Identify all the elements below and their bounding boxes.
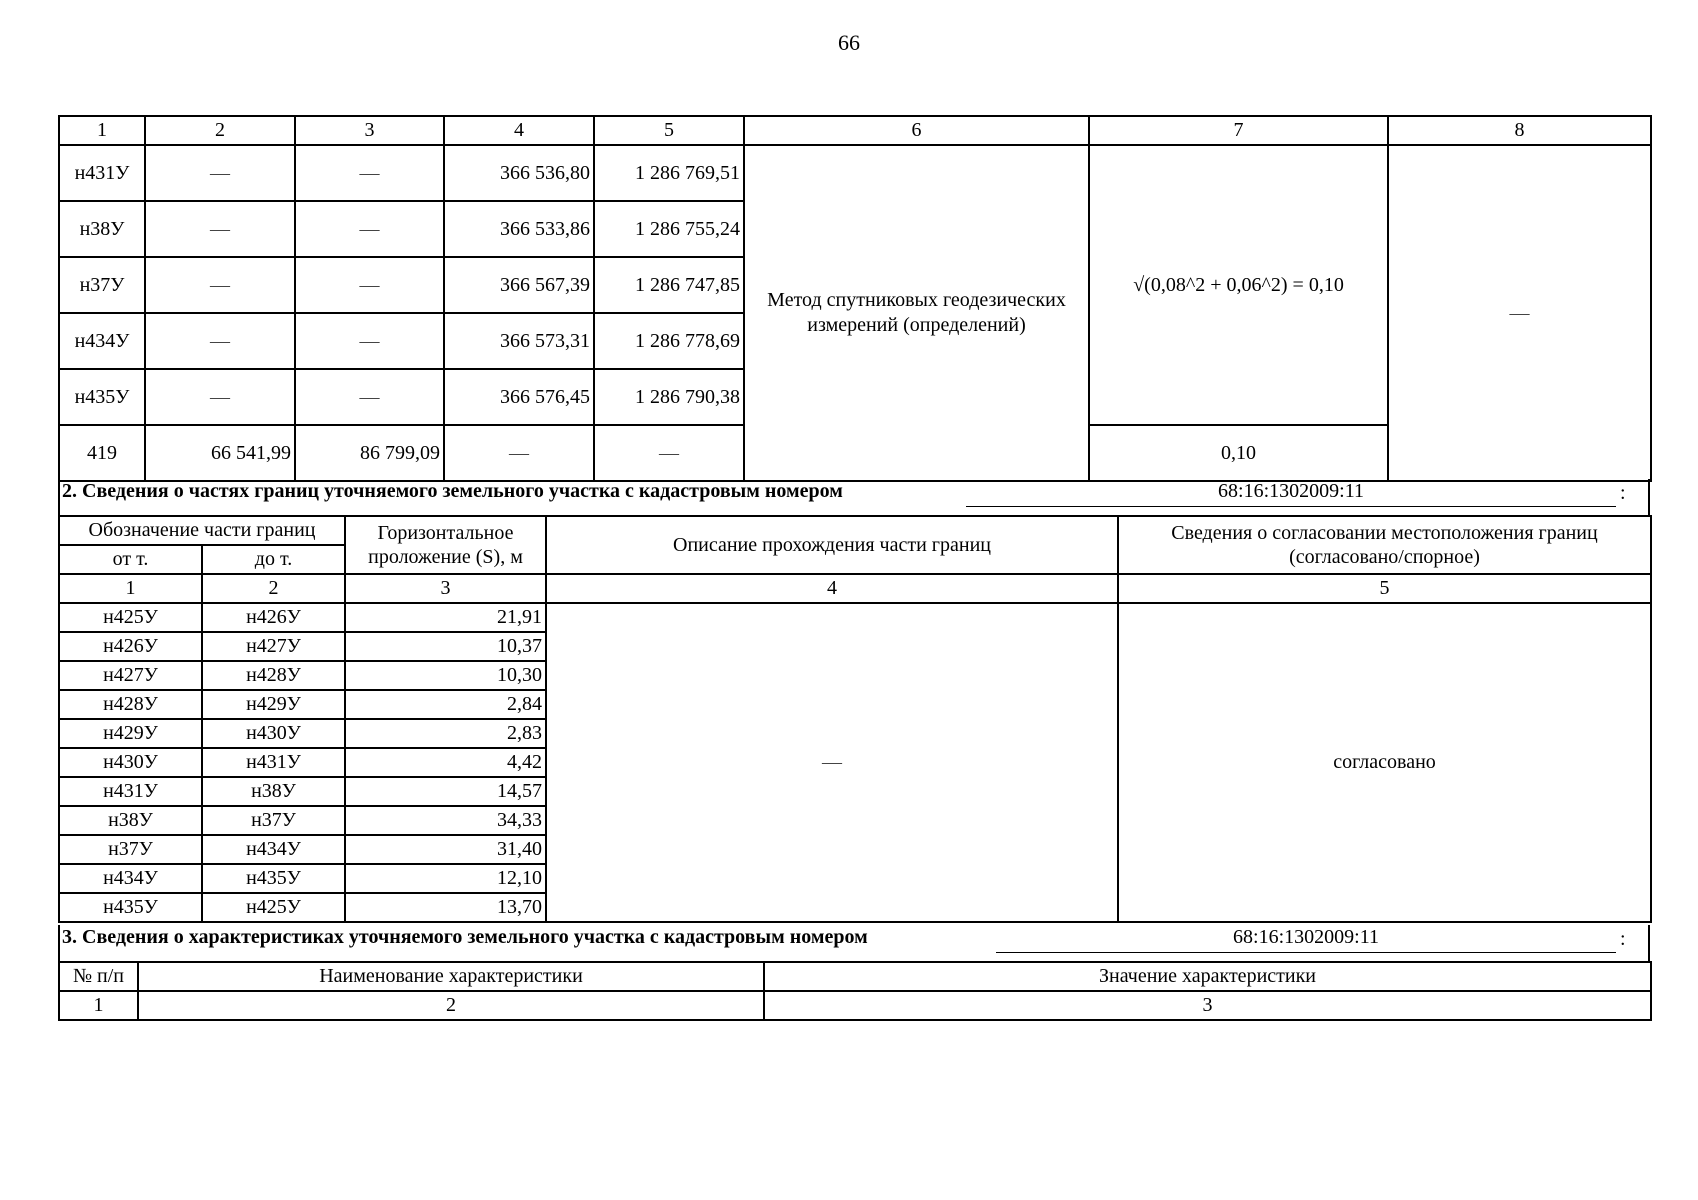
name-header: Наименование характеристики: [138, 962, 764, 991]
new-y: 1 286 769,51: [594, 145, 744, 201]
new-x: —: [444, 425, 594, 481]
to-point: н431У: [202, 748, 345, 777]
new-y: 1 286 755,24: [594, 201, 744, 257]
distance: 12,10: [345, 864, 546, 893]
from-point: н429У: [59, 719, 202, 748]
from-point: н435У: [59, 893, 202, 922]
column-number: 2: [202, 574, 345, 603]
to-point: н38У: [202, 777, 345, 806]
to-point: н426У: [202, 603, 345, 632]
column-number: 3: [345, 574, 546, 603]
new-x: 366 576,45: [444, 369, 594, 425]
to-point: н425У: [202, 893, 345, 922]
from-point: н37У: [59, 835, 202, 864]
distance: 14,57: [345, 777, 546, 806]
old-y: —: [295, 201, 444, 257]
method-cell: [744, 145, 1089, 481]
from-point: н38У: [59, 806, 202, 835]
column-number: 6: [744, 116, 1089, 145]
old-x: 66 541,99: [145, 425, 295, 481]
from-point: н430У: [59, 748, 202, 777]
characteristics-table: [58, 961, 1652, 1021]
old-y: —: [295, 313, 444, 369]
section-2-colon: :: [1620, 482, 1626, 504]
section-2-title: 2. Сведения о частях границ уточняемого земельного участка с кадастровым номером: [62, 480, 843, 502]
new-x: 366 533,86: [444, 201, 594, 257]
agreement-header: Сведения о согласовании местоположения границ (согласовано/спорное): [1118, 516, 1651, 574]
old-x: —: [145, 145, 295, 201]
point-name: н434У: [59, 313, 145, 369]
distance: 2,84: [345, 690, 546, 719]
to-point: н428У: [202, 661, 345, 690]
from-point: н425У: [59, 603, 202, 632]
new-y: —: [594, 425, 744, 481]
new-y: 1 286 747,85: [594, 257, 744, 313]
new-x: 366 573,31: [444, 313, 594, 369]
distance: 34,33: [345, 806, 546, 835]
point-name: н37У: [59, 257, 145, 313]
column-number: 4: [444, 116, 594, 145]
column-number: 1: [59, 991, 138, 1020]
to-point: н427У: [202, 632, 345, 661]
new-y: 1 286 790,38: [594, 369, 744, 425]
table-column-numbers: [59, 991, 1651, 1020]
to-point: н434У: [202, 835, 345, 864]
from-point: н428У: [59, 690, 202, 719]
old-y: —: [295, 145, 444, 201]
designation-header: Обозначение части границ: [59, 516, 345, 545]
description-header: Описание прохождения части границ: [546, 516, 1118, 574]
column-number: 4: [546, 574, 1118, 603]
from-point: н427У: [59, 661, 202, 690]
agreement-value: согласовано: [1118, 603, 1651, 922]
horizontal-header: Горизонтальное проложение (S), м: [345, 516, 546, 574]
coordinates-table: [58, 115, 1652, 482]
table-row: [59, 145, 1651, 201]
to-header: до т.: [202, 545, 345, 574]
from-point: н434У: [59, 864, 202, 893]
section-2-cadastral-number: 68:16:1302009:11: [966, 480, 1616, 507]
from-point: н431У: [59, 777, 202, 806]
column-8-value: —: [1388, 145, 1651, 481]
boundary-parts-table: [58, 515, 1652, 923]
point-name: н38У: [59, 201, 145, 257]
distance: 10,30: [345, 661, 546, 690]
column-number: 5: [594, 116, 744, 145]
table-column-numbers: [59, 574, 1651, 603]
new-y: 1 286 778,69: [594, 313, 744, 369]
distance: 21,91: [345, 603, 546, 632]
column-number: 7: [1089, 116, 1388, 145]
from-header: от т.: [59, 545, 202, 574]
point-name: н435У: [59, 369, 145, 425]
accuracy-value: 0,10: [1089, 425, 1388, 481]
point-name: н431У: [59, 145, 145, 201]
distance: 10,37: [345, 632, 546, 661]
old-y: —: [295, 369, 444, 425]
from-point: н426У: [59, 632, 202, 661]
distance: 4,42: [345, 748, 546, 777]
old-y: 86 799,09: [295, 425, 444, 481]
column-number: 1: [59, 574, 202, 603]
to-point: н435У: [202, 864, 345, 893]
to-point: н430У: [202, 719, 345, 748]
new-x: 366 536,80: [444, 145, 594, 201]
distance: 2,83: [345, 719, 546, 748]
old-x: —: [145, 257, 295, 313]
point-name: 419: [59, 425, 145, 481]
old-y: —: [295, 257, 444, 313]
description-value: —: [546, 603, 1118, 922]
section-3-colon: :: [1620, 928, 1626, 950]
to-point: н37У: [202, 806, 345, 835]
distance: 31,40: [345, 835, 546, 864]
old-x: —: [145, 201, 295, 257]
page-number: 66: [838, 30, 860, 55]
column-number: 2: [138, 991, 764, 1020]
distance: 13,70: [345, 893, 546, 922]
table-header-row: [59, 516, 1651, 545]
column-number: 1: [59, 116, 145, 145]
section-3-cadastral-number: 68:16:1302009:11: [996, 926, 1616, 953]
new-x: 366 567,39: [444, 257, 594, 313]
table-header-row: [59, 116, 1651, 145]
accuracy-formula: √(0,08^2 + 0,06^2) = 0,10: [1089, 145, 1388, 425]
old-x: —: [145, 313, 295, 369]
number-header: № п/п: [59, 962, 138, 991]
table-row: [59, 603, 1651, 632]
column-number: 5: [1118, 574, 1651, 603]
method-text: Метод спутниковых геодезических измерений (определений): [767, 289, 1066, 336]
value-header: Значение характеристики: [764, 962, 1651, 991]
to-point: н429У: [202, 690, 345, 719]
column-number: 8: [1388, 116, 1651, 145]
table-header-row: [59, 962, 1651, 991]
column-number: 3: [764, 991, 1651, 1020]
column-number: 2: [145, 116, 295, 145]
section-3-title: 3. Сведения о характеристиках уточняемого земельного участка с кадастровым номером: [62, 926, 868, 948]
column-number: 3: [295, 116, 444, 145]
old-x: —: [145, 369, 295, 425]
